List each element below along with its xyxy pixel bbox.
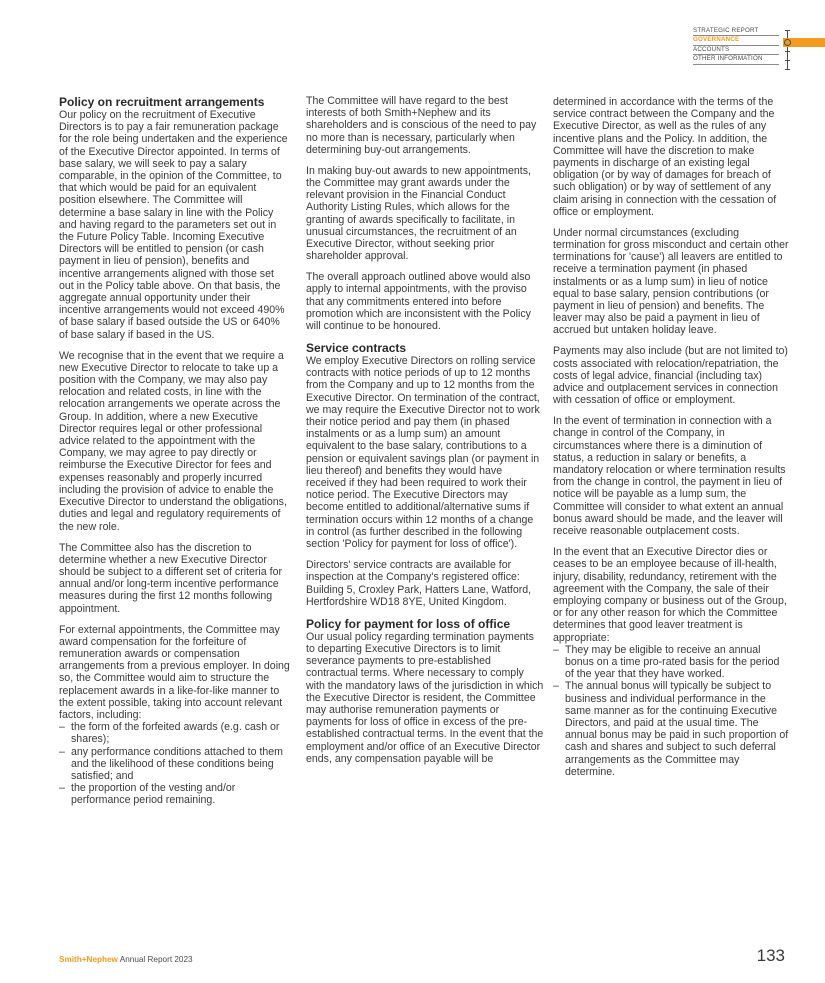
- nav-rail-tick: [785, 60, 790, 61]
- paragraph: We recognise that in the event that we require a new Executive Director to relocate to take up a position with the Company, we may also pay relocation and related costs, in line with the relocation arrangements we operate across the Group. In addition, where a new Executive Director requires legal or other professional advice related to the appointment with the Company, we may agree to pay directly or reimburse the Executive Director for fees and expenses reasonably and properly incurred including the provision of advice to enable the Executive Director to understand the obligations, duties and legal and regulatory requirements of the new role.: [59, 349, 287, 533]
- paragraph: In the event of termination in connection with a change in control of the Company, in circumstances where there is a diminution of status, a reduction in salary or benefits, a mandatory relocation or where termination results from the change in control, the payment in lieu of notice will be payable as a lump sum, the Committee will consider to what extent an annual bonus award should be made, and the leaver will receive reasonable outplacement costs.: [553, 415, 786, 538]
- paragraph: Under normal circumstances (excluding termination for gross misconduct and certain other terminations for 'cause') all leavers are entitled to receive a termination payment (in phased instalments or as a lump sum) in lieu of notice equal to base salary, pension contributions (or payment in lieu of pension) and benefits. The leaver may also be paid a payment in lieu of accrued but untaken holiday leave.: [553, 226, 789, 337]
- column-right: [553, 95, 789, 778]
- factors-list: [59, 721, 291, 806]
- paragraph: The overall approach outlined above would also apply to internal appointments, with the proviso that any commitments entered into before promotion which are inconsistent with the Policy will continue to be honoured.: [306, 271, 531, 333]
- paragraph: determined in accordance with the terms of the service contract between the Company and the Executive Director, as well as the rules of any incentive plans and the Policy. In addition, the Committee will have the discretion to make payments in discharge of an existing legal obligation (or by way of damages for breach of such obligation) or by way of settlement of any claim arising in connection with the cessation of office or employment.: [553, 96, 777, 218]
- nav-rail: [787, 30, 788, 70]
- paragraph: In making buy-out awards to new appointments, the Committee may grant awards under the relevant provision in the Financial Conduct Authority Listing Rules, which allows for the granting of awards specifically to facilitate, in unusual circumstances, the recruitment of an Executive Director, without seeking prior shareholder approval.: [306, 164, 531, 263]
- section-navigator: [693, 27, 779, 65]
- nav-accounts[interactable]: ACCOUNTS: [693, 46, 779, 55]
- footer: [59, 955, 193, 964]
- paragraph: Payments may also include (but are not limited to) costs associated with relocation/repatriation, the costs of legal advice, financial (including tax) advice and outplacement services in connection with cessation of office or employment.: [553, 345, 788, 407]
- brand-name: Smith+Nephew: [59, 955, 118, 964]
- report-title: Annual Report 2023: [119, 955, 193, 964]
- nav-rail-tick: [785, 51, 790, 52]
- nav-other-information[interactable]: OTHER INFORMATION: [693, 55, 779, 64]
- list-item: – any performance conditions attached to them and the likelihood of these conditions being satisfied; and: [59, 746, 291, 783]
- list-item: – The annual bonus will typically be subject to business and individual performance in the same manner as for the continuing Executive Directors, and paid at the usual time. The annual bonus may be paid in such proportion of cash and shares and subject to such deferral arrangements as the Committee may determine.: [553, 680, 789, 778]
- paragraph: For external appointments, the Committee may award compensation for the forfeiture of remuneration awards or compensation arrangements from a previous employer. In doing so, the Committee would aim to structure the replacement awards in a like-for-like manner to the extent possible, taking into account relevant factors, including:: [59, 623, 290, 721]
- paragraph: Directors' service contracts are available for inspection at the Company's registered office: Building 5, Croxley Park, Hatters Lane, Watford, Hertfordshire WD18 8YE, United Kingdom.: [306, 559, 532, 608]
- paragraph: The Committee will have regard to the best interests of both Smith+Nephew and its shareholders and is conscious of the need to pay no more than is necessary, particularly when determining buy-out arrangements.: [306, 95, 537, 156]
- list-item: – They may be eligible to receive an annual bonus on a time pro-rated basis for the period of the year that they have worked.: [553, 644, 789, 681]
- heading-service-contracts: Service contracts: [306, 341, 407, 356]
- page-number: 133: [756, 946, 785, 965]
- active-section-marker-icon: [784, 39, 791, 46]
- column-left: [59, 95, 291, 807]
- nav-governance[interactable]: GOVERNANCE: [693, 36, 779, 45]
- heading-recruitment: Policy on recruitment arrangements: [59, 95, 265, 109]
- paragraph: We employ Executive Directors on rolling service contracts with notice periods of up to 12 months from the Company and up to 12 months from the Executive Director. On termination of the contract, we may require the Executive Director not to work their notice period and pay them (in phased instalments or as a lump sum) an amount equivalent to the base salary, contributions to a pension or equivalent savings plan (or payment in lieu thereof) and benefits they would have received if they had been required to work their notice period. The Executive Directors may become entitled to additional/alternative sums if termination occurs within 12 months of a change in control (as further described in the following section 'Policy for payment for loss of office').: [306, 355, 540, 551]
- nav-strategic-report[interactable]: STRATEGIC REPORT: [693, 27, 779, 36]
- paragraph: The Committee also has the discretion to determine whether a new Executive Director should be subject to a different set of criteria for annual and/or long-term incentive performance measures during the first 12 months following appointment.: [59, 541, 282, 615]
- column-middle: [306, 95, 544, 774]
- paragraph: In the event that an Executive Director dies or ceases to be an employee because of ill-health, injury, disability, redundancy, retirement with the agreement with the Company, the sale of their employing company or business out of the Group, or for any other reason for which the Committee determines that good leaver treatment is appropriate:: [553, 546, 787, 644]
- paragraph: Our policy on the recruitment of Executive Directors is to pay a fair remuneration package for the role being undertaken and the experience of the Executive Director appointed. In terms of base salary, we will seek to pay a salary comparable, in the opinion of the Committee, to that which would be paid for an equivalent position elsewhere. The Committee will determine a base salary in line with the Policy and having regard to the parameters set out in the Future Policy Table. Incoming Executive Directors will be entitled to pension (or cash payment in lieu of pension), benefits and incentive arrangements aligned with those set out in the Policy table above. On that basis, the aggregate annual opportunity under their incentive arrangements would not exceed 490% of base salary if based outside the US or 640% of base salary if based in the US.: [59, 109, 288, 341]
- good-leaver-list: [553, 644, 789, 778]
- heading-loss-of-office: Policy for payment for loss of office: [306, 616, 511, 631]
- list-item: – the form of the forfeited awards (e.g. cash or shares);: [59, 721, 291, 745]
- nav-rail-tick: [785, 30, 790, 31]
- nav-rail-tick: [785, 69, 790, 70]
- paragraph: Our usual policy regarding termination payments to departing Executive Directors is to limit severance payments to pre-established contractual terms. Where necessary to comply with the mandatory laws of the jurisdiction in which the Executive Director is resident, the Committee may authorise remuneration payments or payments for loss of office in excess of the pre-established contractual terms. In the event that the employment and/or office of an Executive Director ends, any compensation payable will be: [306, 630, 544, 765]
- list-item: – the proportion of the vesting and/or performance period remaining.: [59, 782, 291, 806]
